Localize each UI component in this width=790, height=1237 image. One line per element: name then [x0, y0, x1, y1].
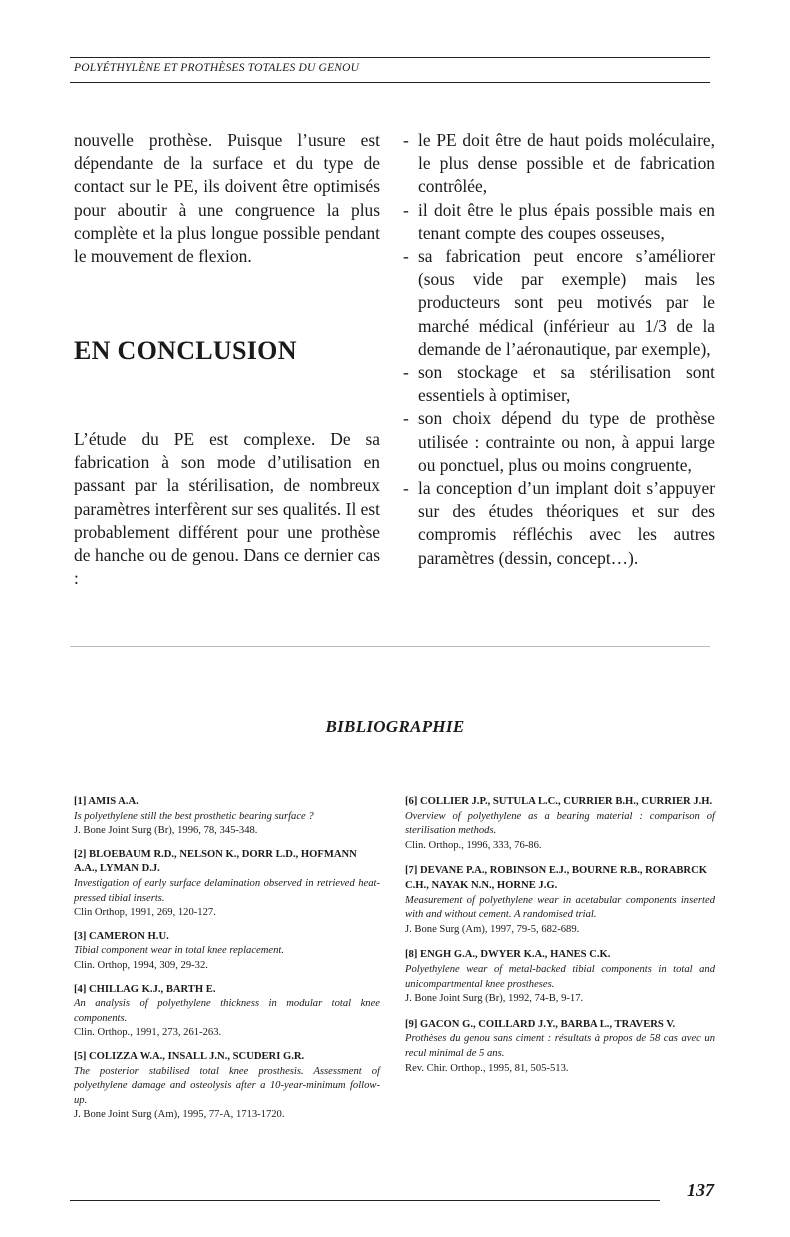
reference-authors: [7] DEVANE P.A., ROBINSON E.J., BOURNE R.B., RORABRCK C.H., NAYAK N.N., HORNE J.G. — [405, 865, 707, 891]
reference-item — [74, 930, 380, 974]
reference-title: Is polyethylene still the best prosthetic bearing surface ? — [74, 810, 314, 822]
reference-authors: [5] COLIZZA W.A., INSALL J.N., SCUDERI G.R. — [74, 1050, 305, 1062]
reference-authors: [6] COLLIER J.P., SUTULA L.C., CURRIER B.H., CURRIER J.H. — [405, 796, 713, 807]
references-right-column — [405, 795, 715, 1087]
reference-title: Investigation of early surface delamination observed in retrieved heat-pressed tibial inserts. — [74, 877, 380, 904]
reference-item — [74, 1050, 380, 1123]
reference-authors: [1] AMIS A.A. — [74, 796, 139, 807]
reference-source: J. Bone Joint Surg (Br), 1996, 78, 345-348. — [74, 825, 258, 837]
reference-title: Prothèses du genou sans ciment : résultats à propos de 58 cas avec un recul minimal de 5 ans. — [405, 1033, 715, 1059]
references-left-column — [74, 795, 380, 1132]
reference-source: Clin. Orthop., 1996, 333, 76-86. — [405, 839, 542, 851]
reference-title: Measurement of polyethylene wear in acetabular components inserted with and without cement. A randomised trial. — [405, 894, 715, 921]
reference-item — [405, 864, 715, 937]
reference-item — [74, 795, 380, 839]
list-item: - il doit être le plus épais possible mais en tenant compte des coupes osseuses, — [400, 199, 715, 245]
section-divider — [70, 646, 710, 647]
list-item: - son choix dépend du type de prothèse utilisée : contrainte ou non, à appui large ou ponctuel, plus ou moins congruente, — [400, 407, 715, 477]
conclusion-list — [400, 129, 715, 570]
reference-title: The posterior stabilised total knee prosthesis. Assessment of polyethylene damage and osteolysis after a 10-year-minimum follow-up. — [74, 1065, 380, 1106]
list-item: - le PE doit être de haut poids moléculaire, le plus dense possible et de fabrication contrôlée, — [400, 129, 715, 199]
reference-source: Clin. Orthop, 1994, 309, 29-32. — [74, 959, 208, 971]
reference-title: Tibial component wear in total knee replacement. — [74, 945, 284, 957]
reference-title: Overview of polyethylene as a bearing material : comparison of sterilisation methods. — [405, 810, 715, 837]
reference-item — [405, 795, 715, 853]
running-title: POLYÉTHYLÈNE ET PROTHÈSES TOTALES DU GENOU — [74, 62, 360, 74]
page-number: 137 — [687, 1180, 714, 1200]
left-column — [74, 129, 380, 268]
reference-item — [405, 948, 715, 1006]
bibliography-title: BIBLIOGRAPHIE — [325, 717, 465, 736]
reference-authors: [2] BLOEBAUM R.D., NELSON K., DORR L.D., HOFMANN A.A., LYMAN D.J. — [74, 848, 357, 875]
reference-source: Rev. Chir. Orthop., 1995, 81, 505-513. — [405, 1062, 569, 1074]
reference-title: An analysis of polyethylene thickness in modular total knee components. — [74, 998, 380, 1024]
reference-authors: [4] CHILLAG K.J., BARTH E. — [74, 983, 216, 995]
reference-source: J. Bone Surg (Am), 1997, 79-5, 682-689. — [405, 923, 580, 935]
reference-item — [74, 848, 380, 921]
right-column — [400, 129, 715, 570]
header-rule-bottom — [70, 82, 710, 83]
reference-item — [405, 1018, 715, 1076]
reference-title: Polyethylene wear of metal-backed tibial components in total and unicompartmental knee prostheses. — [405, 963, 715, 990]
list-item: - sa fabrication peut encore s’améliorer (sous vide par exemple) mais les producteurs sont peu motivés par le marché médical (inférieur au 1/3 de la demande de l’aéronautique, par exemple), — [400, 245, 715, 361]
list-item: - son stockage et sa stérilisation sont essentiels à optimiser, — [400, 361, 715, 407]
footer-rule — [70, 1200, 660, 1201]
section-heading: EN CONCLUSION — [74, 336, 297, 365]
header-rule-top — [70, 57, 710, 58]
reference-authors: [9] GACON G., COILLARD J.Y., BARBA L., TRAVERS V. — [405, 1018, 676, 1030]
conclusion-paragraph: L’étude du PE est complexe. De sa fabrication à son mode d’utilisation en passant par la stérilisation, de nombreux paramètres interfèrent sur ses qualités. Il est probablement différent pour une prothèse de hanche ou de genou. Dans ce dernier cas : — [74, 429, 380, 589]
reference-source: J. Bone Joint Surg (Br), 1992, 74-B, 9-17. — [405, 993, 584, 1005]
reference-authors: [3] CAMERON H.U. — [74, 930, 169, 942]
reference-source: Clin. Orthop., 1991, 273, 261-263. — [74, 1027, 222, 1039]
list-item: - la conception d’un implant doit s’appuyer sur des études théoriques et sur des compromis réfléchis avec les autres paramètres (dessin, concept…). — [400, 477, 715, 570]
reference-source: J. Bone Joint Surg (Am), 1995, 77-A, 1713-1720. — [74, 1109, 285, 1121]
reference-item — [74, 983, 380, 1041]
intro-paragraph: nouvelle prothèse. Puisque l’usure est dépendante de la surface et du type de contact sur le PE, ils doivent être optimisés pour aboutir à une congruence la plus complète et la plus longue possible pendant le mouvement de flexion. — [74, 130, 380, 267]
reference-authors: [8] ENGH G.A., DWYER K.A., HANES C.K. — [405, 949, 611, 961]
reference-source: Clin Orthop, 1991, 269, 120-127. — [74, 907, 216, 919]
